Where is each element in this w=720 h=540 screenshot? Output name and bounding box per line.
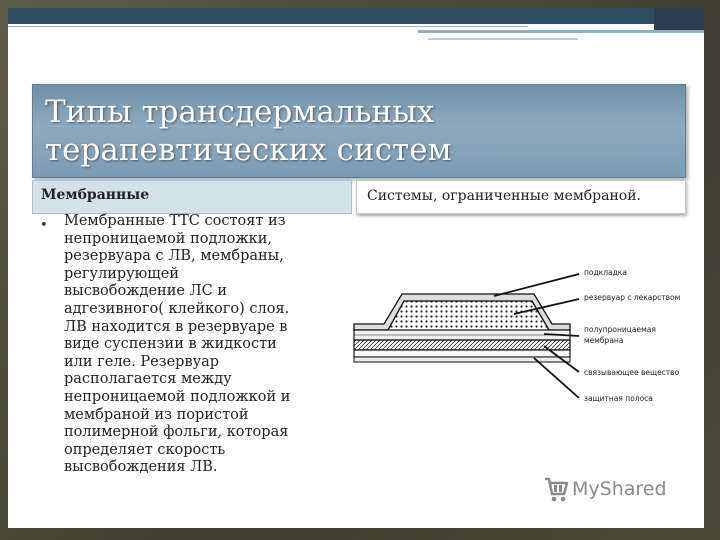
left-column-header [32,180,352,214]
body-line: ЛВ находится в резервуаре в [64,318,288,335]
drug-reservoir-layer [388,301,549,330]
body-line: Мембранные ТТС состоят из [64,213,286,229]
body-line: виде суспензии в жидкости [64,336,277,353]
title-line-2: терапевтических систем [45,132,452,168]
watermark-text: MyShared [572,478,667,500]
watermark-logo [542,474,692,510]
top-band [8,8,704,24]
right-column-header [356,180,686,214]
body-line: полимерной фольги, которая [64,424,289,441]
top-band-accent [654,8,704,30]
body-line: или геле. Резервуар [64,353,220,370]
body-line: располагается между [64,371,232,388]
body-line: резервуара с ЛВ, мембраны, [64,248,284,265]
body-line: непроницаемой подложки, [64,230,273,247]
slide [8,8,704,528]
label-adhesive: связывающее вещество [584,368,680,377]
membrane-layer [354,330,570,340]
label-reservoir: резервуар с лекарством [584,293,681,302]
body-line: адгезивного( клейкого) слоя. [64,300,290,317]
body-line: непроницаемой подложкой и [64,388,291,405]
body-line: высвобождения ЛВ. [64,459,218,476]
adhesive-layer [354,340,570,350]
tts-layer-diagram [344,244,684,424]
body-line: регулирующей [64,265,180,282]
cart-icon [542,474,570,504]
title-box [32,84,686,178]
label-backing: подкладка [584,268,627,277]
left-header-label: Мембранные [41,187,150,203]
title-line-1: Типы трансдермальных [45,94,435,130]
body-text [64,213,342,477]
decor-line [418,30,704,33]
decor-line [428,38,578,40]
label-membrane-2: мембрана [584,336,624,345]
label-liner: защитная полоса [584,394,653,403]
body-line: определяет скорость [64,441,226,458]
right-header-label: Системы, ограниченные мембраной. [367,188,642,204]
label-membrane-1: полупроницаемая [584,325,656,334]
body-line: высвобождение ЛС и [64,283,228,300]
decor-line [8,26,528,27]
slide-title [45,93,665,169]
body-line: мембраной из пористой [64,406,249,423]
bullet-marker: • [40,218,48,233]
